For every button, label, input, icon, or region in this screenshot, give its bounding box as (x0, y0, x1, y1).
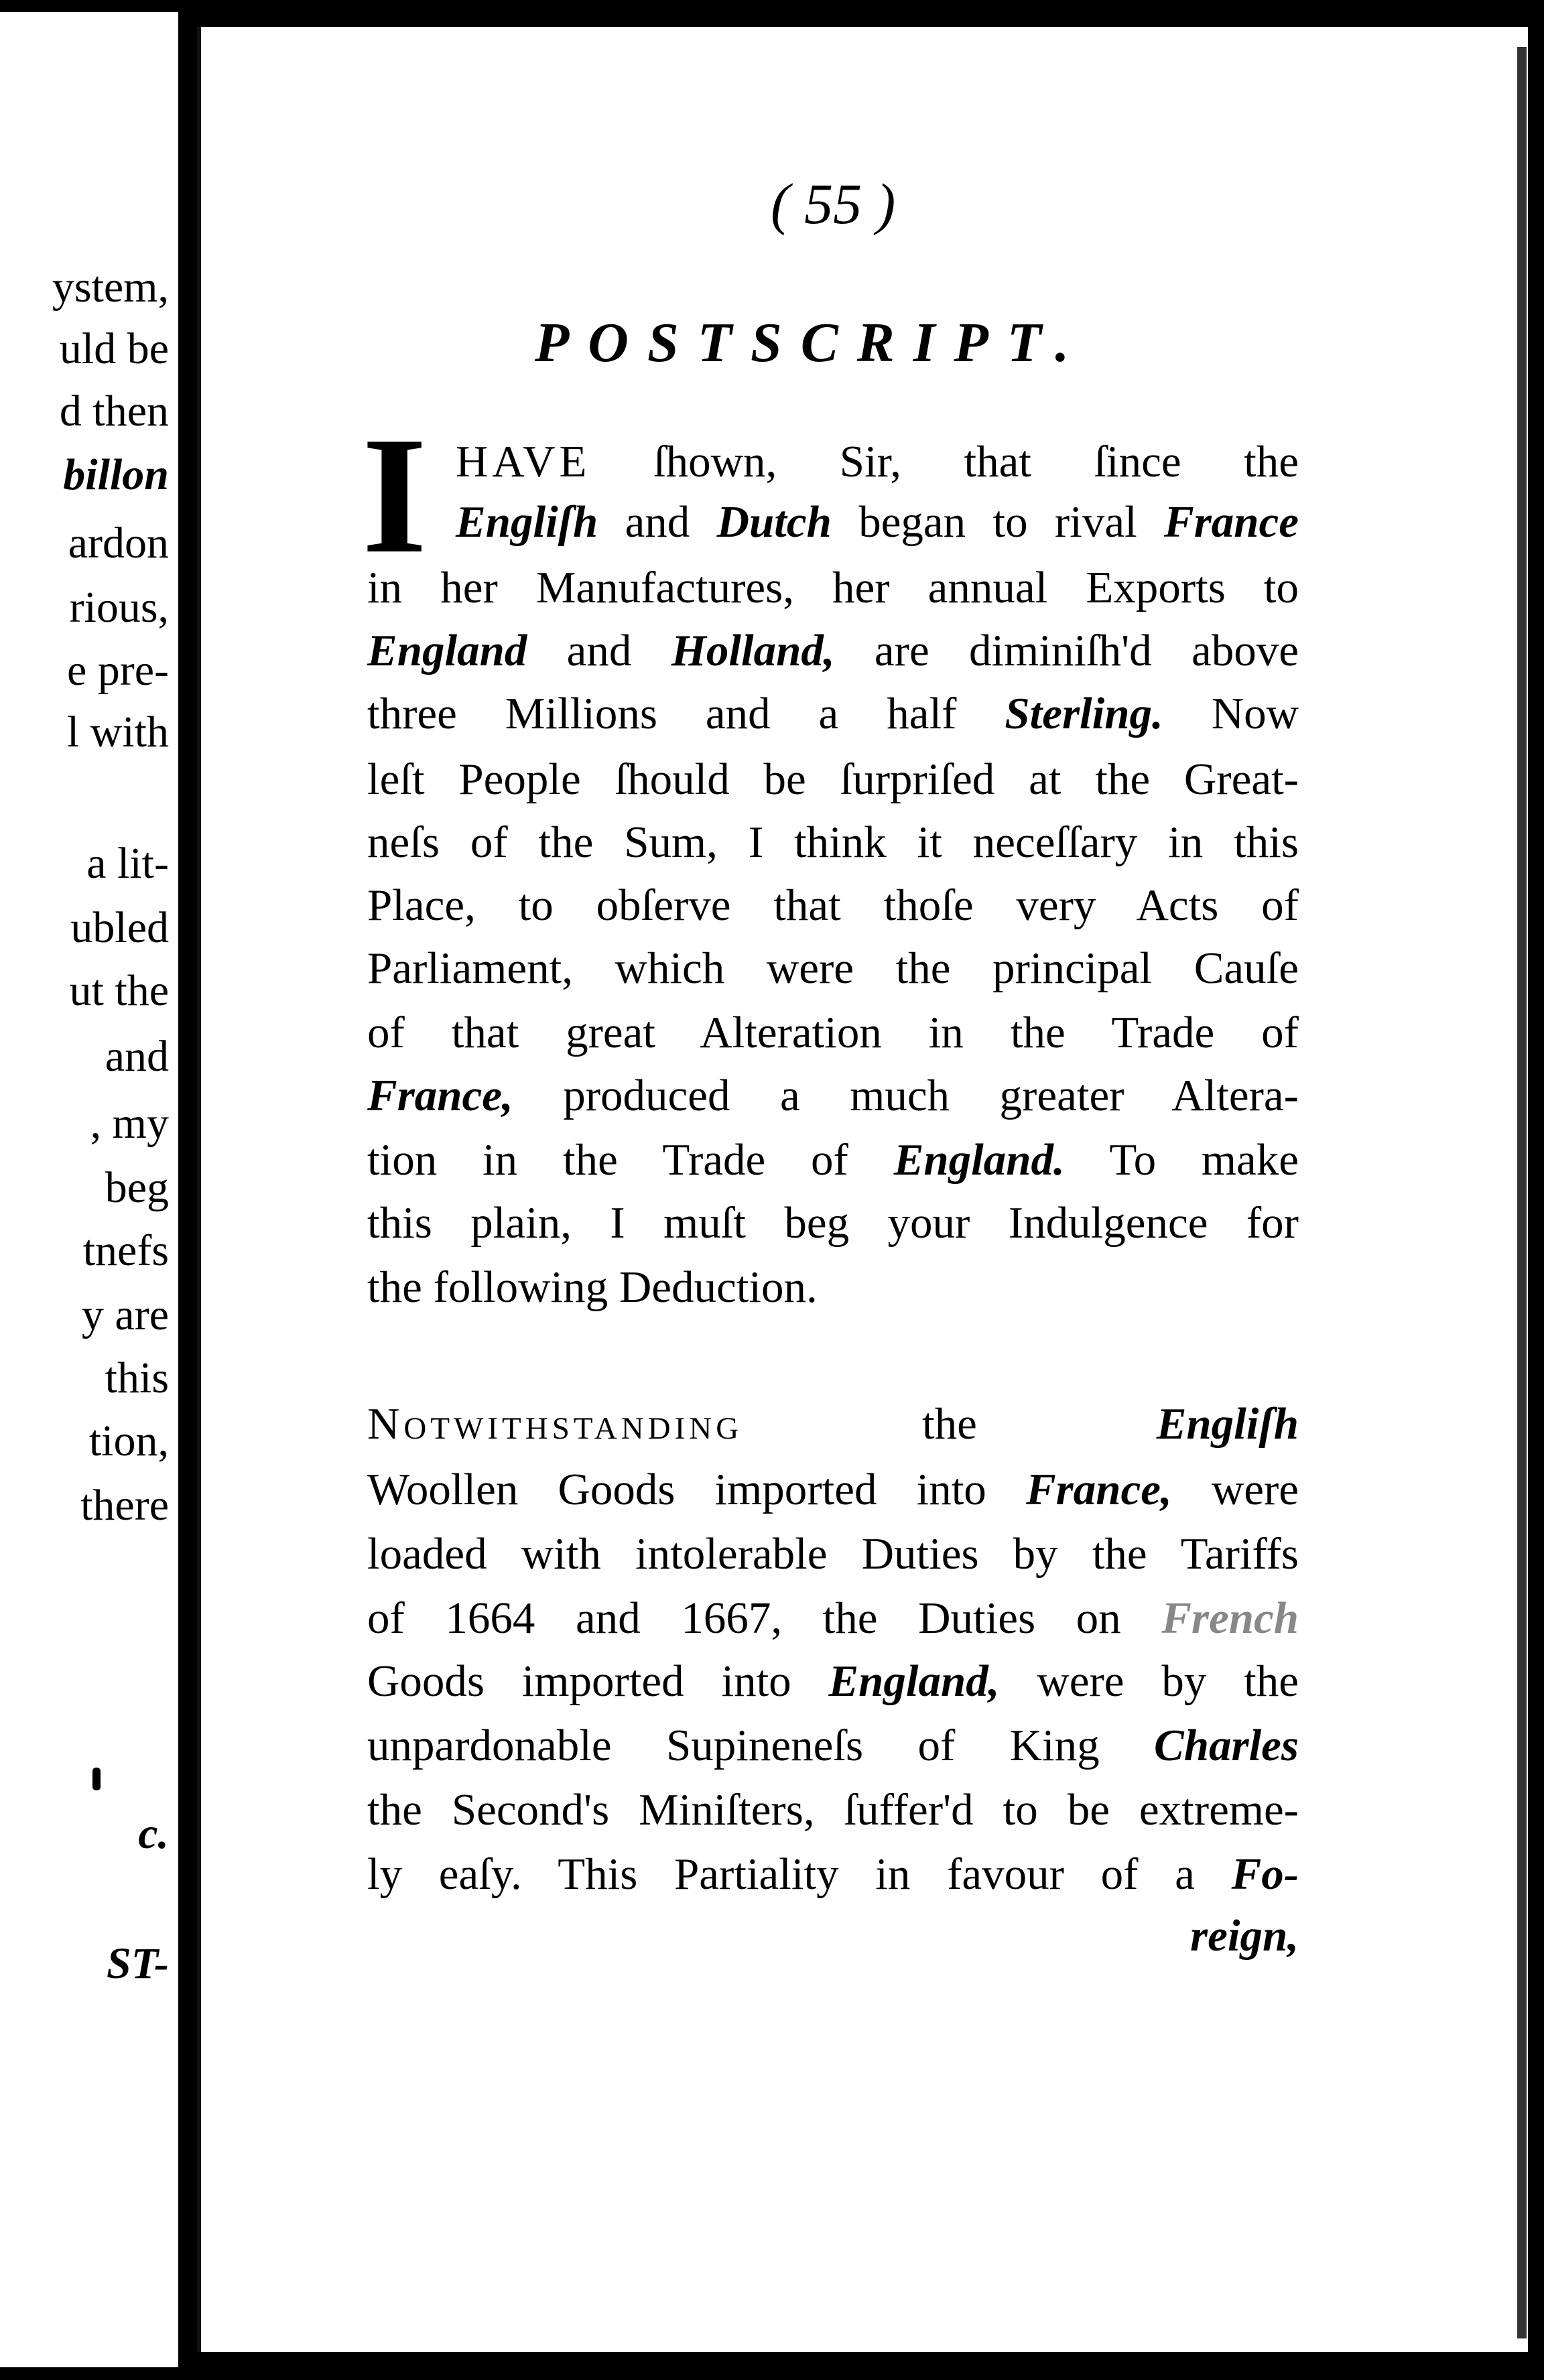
left-line: tnefs (82, 1226, 169, 1275)
text-line: the following Deduction. (367, 1262, 818, 1312)
text-line: the Second's Miniſters, ſuffer'd to be extreme- (367, 1785, 1299, 1835)
page-edge (1528, 27, 1531, 2352)
text-line: in her Manufactures, her annual Exports to (367, 563, 1299, 612)
text-line: HAVE ſhown, Sir, that ſince the (456, 437, 1299, 486)
left-line: c. (138, 1809, 169, 1858)
left-line: y are (81, 1291, 169, 1339)
text-line: unpardonable Supineneſs of King Charles (367, 1721, 1299, 1770)
text-line: three Millions and a half Sterling. Now (367, 689, 1299, 738)
text-line: of that great Alteration in the Trade of (367, 1008, 1299, 1057)
left-line: there (80, 1481, 169, 1530)
page-heading: POSTSCRIPT. (535, 312, 1088, 374)
book-page (197, 27, 1531, 2352)
left-line: beg (105, 1163, 169, 1212)
left-line: ST- (107, 1939, 169, 1988)
ink-mark (92, 1768, 101, 1790)
left-line: this (105, 1353, 169, 1402)
text-line: Parliament, which were the principal Cauſe (367, 943, 1299, 993)
left-line: , my (90, 1099, 169, 1148)
left-line: and (105, 1032, 169, 1081)
text-line: Place, to obſerve that thoſe very Acts of (367, 880, 1299, 930)
text-line: of 1664 and 1667, the Duties on French (367, 1593, 1299, 1643)
left-line: ubled (70, 903, 169, 952)
left-line: d then (59, 387, 169, 436)
left-line: uld be (59, 324, 169, 373)
text-line: loaded with intolerable Duties by the Tariffs (367, 1529, 1299, 1579)
left-line: tion, (88, 1416, 169, 1465)
left-line: ardon (68, 519, 169, 568)
left-line: l with (66, 708, 169, 756)
left-line: rious, (69, 583, 169, 632)
text-line: Goods imported into England, were by the (367, 1656, 1299, 1706)
left-line: e pre- (66, 646, 169, 695)
text-line: Woollen Goods imported into France, were (367, 1465, 1299, 1514)
left-line: ut the (69, 966, 169, 1015)
text-line: tion in the Trade of England. To make (367, 1135, 1299, 1185)
text-line: neſs of the Sum, I think it neceſſary in this (367, 817, 1299, 867)
text-line: leſt People ſhould be ſurpriſed at the Great- (367, 754, 1299, 804)
text-line: England and Holland, are diminiſh'd above (367, 626, 1299, 675)
left-line: a lit- (86, 839, 169, 888)
text-line: Engliſh and Dutch began to rival France (456, 497, 1299, 547)
left-line: ystem, (52, 263, 169, 312)
left-line: billon (63, 450, 169, 499)
page-number: ( 55 ) (771, 172, 896, 236)
text-line: this plain, I muſt beg your Indulgence for (367, 1198, 1299, 1248)
text-line: Notwithstanding the Engliſh (367, 1399, 1299, 1449)
text-line: ly eaſy. This Partiality in favour of a Fo- (367, 1849, 1299, 1899)
previous-page-fragment (0, 12, 178, 2367)
catchword: reign, (1190, 1911, 1299, 1961)
text-line: France, produced a much greater Altera- (367, 1071, 1299, 1120)
drop-cap: I (362, 403, 428, 588)
